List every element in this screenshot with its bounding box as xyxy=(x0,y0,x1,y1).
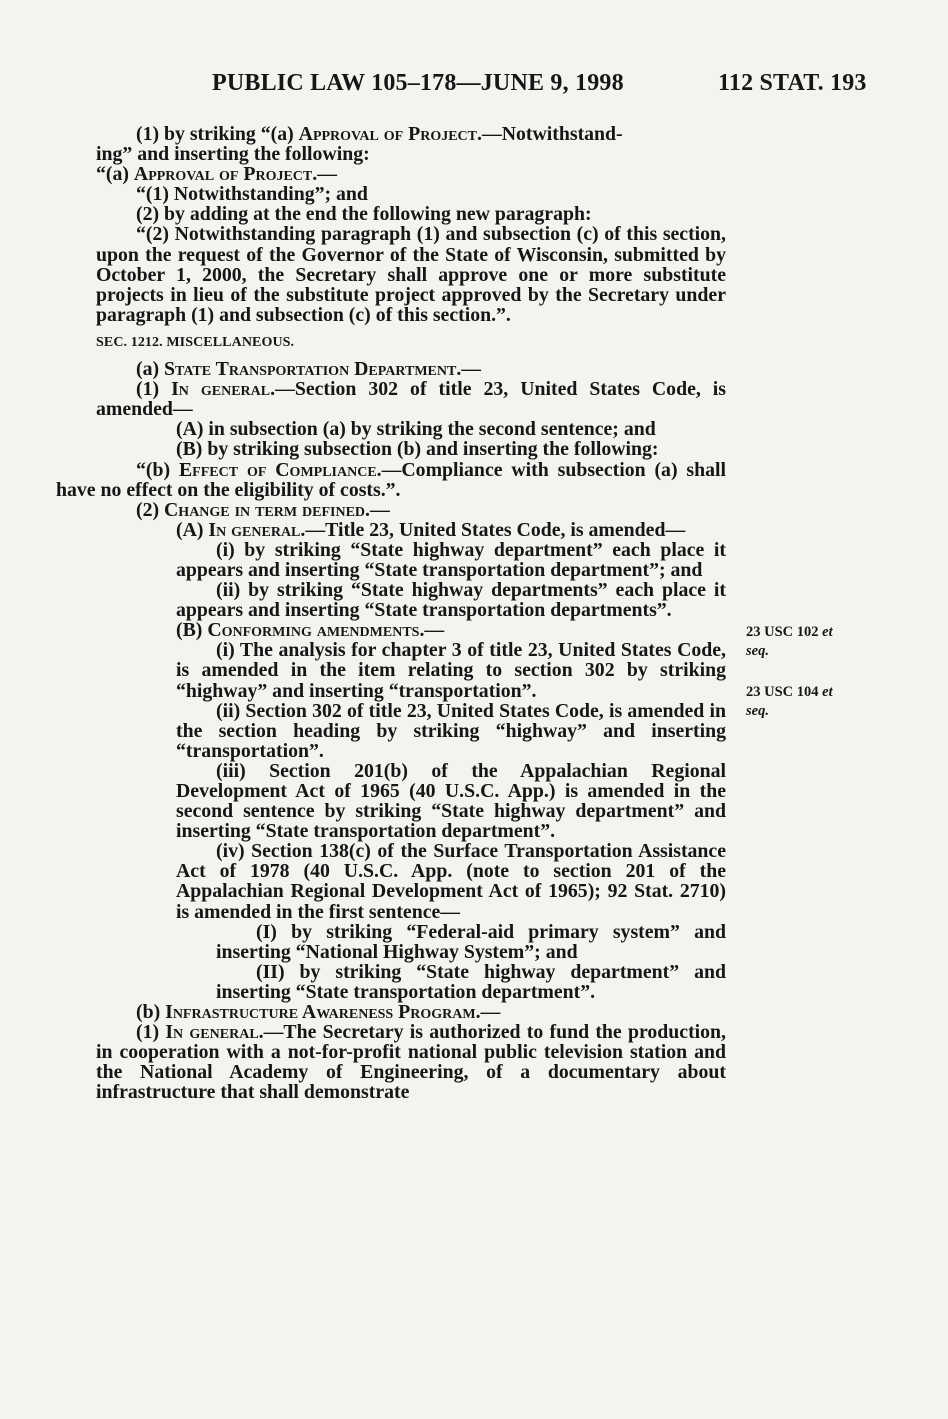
text: Infrastructure Awareness Program xyxy=(165,1001,476,1024)
text: (a) xyxy=(136,358,165,381)
paragraph-a-2-B-ii xyxy=(56,701,726,761)
text: .—The Secretary is authorized to fund the production, in cooperation with a not-for-profit national public television station and the National Academy of Engineering, of a documentary about infrastructure that shall demonstrate xyxy=(96,1021,726,1104)
text: Approval of Project xyxy=(133,163,313,186)
text: “(1) Notwithstanding”; and xyxy=(136,183,368,206)
section-heading: SEC. 1212. MISCELLANEOUS. xyxy=(96,334,295,350)
text: 23 USC 104 xyxy=(746,684,823,700)
text: 23 USC 102 xyxy=(746,624,823,640)
text: .—Notwithstand- xyxy=(477,123,623,145)
text: (b) xyxy=(136,1001,166,1024)
subsection-a-heading xyxy=(96,359,726,379)
paragraph-a-2-B xyxy=(96,620,726,640)
text: Conforming amendments xyxy=(207,619,420,642)
text: In general xyxy=(171,378,271,401)
paragraph-approval-heading xyxy=(96,164,726,184)
text: ing” and inserting the following: xyxy=(96,143,370,166)
paragraph-inserted-2 xyxy=(96,224,726,324)
paragraph-a-2-A-i xyxy=(56,540,726,580)
text: seq. xyxy=(746,703,769,719)
text: (B) xyxy=(176,619,208,642)
text: .— xyxy=(419,619,445,642)
paragraph-a-2-B-iii xyxy=(56,761,726,841)
text: ” and inserting “ xyxy=(176,719,727,762)
paragraph-a-2-B-iv-I xyxy=(56,922,726,962)
text: (ii) by striking “State highway departments” each place it appears and inserting “State transportation departments”. xyxy=(176,579,726,622)
text: (I) by striking “Federal-aid primary system” and inserting “National Highway System”; and xyxy=(216,920,726,963)
paragraph-a-2-B-iv-II xyxy=(56,962,726,1002)
text: (A) xyxy=(176,518,209,541)
margin-note-citation xyxy=(746,623,833,661)
text: Change in term defined xyxy=(164,498,366,521)
text: .— xyxy=(312,163,337,186)
text: Approval of Project xyxy=(298,123,478,145)
text: “(a) xyxy=(96,163,134,186)
text: .— xyxy=(475,1001,501,1024)
text: et xyxy=(822,684,833,700)
text: (1) xyxy=(136,1021,166,1044)
paragraph-a-2-A-ii xyxy=(56,580,726,620)
paragraph-amend-1 xyxy=(96,124,726,164)
text: (1) xyxy=(136,378,172,401)
paragraph-a-1 xyxy=(56,379,726,419)
text: (2) xyxy=(136,498,165,521)
paragraph-a-2-B-iv xyxy=(56,841,726,921)
paragraph-a-2 xyxy=(96,500,726,520)
text: (i) The analysis for chapter 3 of title 23, United States Code, is amended in the item relating to section 302 by striking “highway” and inserting “transportation”. xyxy=(176,639,726,702)
text: “(2) Notwithstanding paragraph (1) and subsection (c) of this section, upon the request of the Governor of the State of Wisconsin, submitted by October 1, 2000, the Secretary shall approve one or more substitute projects in lieu of the substitute project approved by the Secretary under paragraph (1) and subsection (c) of this section.”. xyxy=(96,223,726,326)
text: .—Section 302 of title 23, United States Code, is amended— xyxy=(96,378,726,421)
paragraph-effect-of-compliance xyxy=(56,460,726,500)
text: State Transportation Department xyxy=(164,358,457,381)
text: (iv) Section 138(c) of the Surface Transportation Assistance Act of 1978 (40 U.S.C. App. (note to section 201 of the Appalachian Regional Development Act of 1965); 92 Stat. 2710) is amended in the first sentence— xyxy=(176,840,726,923)
text: (i) by striking “State highway department” each place it appears and inserting “State transportation department”; and xyxy=(176,538,726,581)
text: In general xyxy=(165,1021,259,1044)
text: (2) by adding at the end the following new paragraph: xyxy=(136,203,592,226)
text: seq. xyxy=(746,643,769,659)
text: “(b) xyxy=(136,458,179,481)
text: .— xyxy=(365,498,390,521)
text: (A) in subsection (a) by striking the second sentence; and xyxy=(176,418,656,441)
text: (B) by striking subsection (b) and inserting the following: xyxy=(176,438,659,461)
paragraph-amend-2 xyxy=(96,204,726,224)
text: et xyxy=(822,624,833,640)
text: (iii) Section 201(b) of the Appalachian Regional Development Act of 1965 (40 U.S.C. App.) is amended in the second sentence by striking “State highway department” and inserting “State transportation department”. xyxy=(176,759,726,843)
paragraph-b-1 xyxy=(56,1022,726,1102)
text: Effect of Compliance xyxy=(178,458,377,481)
paragraph-a-1-A xyxy=(56,419,726,439)
text: In general xyxy=(208,518,301,541)
body-text xyxy=(56,123,727,1104)
text: .—Title 23, United States Code, is amended— xyxy=(300,518,686,541)
paragraph-a-2-A xyxy=(56,520,726,540)
subsection-b-heading xyxy=(96,1002,726,1022)
text: transportation xyxy=(185,739,309,762)
text: highway xyxy=(505,719,578,742)
paragraph-a-2-B-i xyxy=(56,640,726,700)
text: .—Compliance with subsection (a) shall have no effect on the eligibility of costs.”. xyxy=(56,458,727,501)
paragraph-a-1-B xyxy=(56,439,726,459)
text: (ii) Section 302 of title 23, United States Code, is amended in the section heading by striking “ xyxy=(176,699,726,742)
margin-note-citation xyxy=(746,683,833,721)
text: (II) by striking “State highway department” and inserting “State transportation department”. xyxy=(216,960,726,1003)
text: (1) by striking “(a) xyxy=(136,123,299,145)
text: .— xyxy=(456,358,482,381)
paragraph-notwithstanding xyxy=(96,184,726,204)
page-header-title: PUBLIC LAW 105–178—JUNE 9, 1998 xyxy=(212,70,624,96)
text: ”. xyxy=(308,739,324,762)
page-header-stat: 112 STAT. 193 xyxy=(718,70,867,96)
